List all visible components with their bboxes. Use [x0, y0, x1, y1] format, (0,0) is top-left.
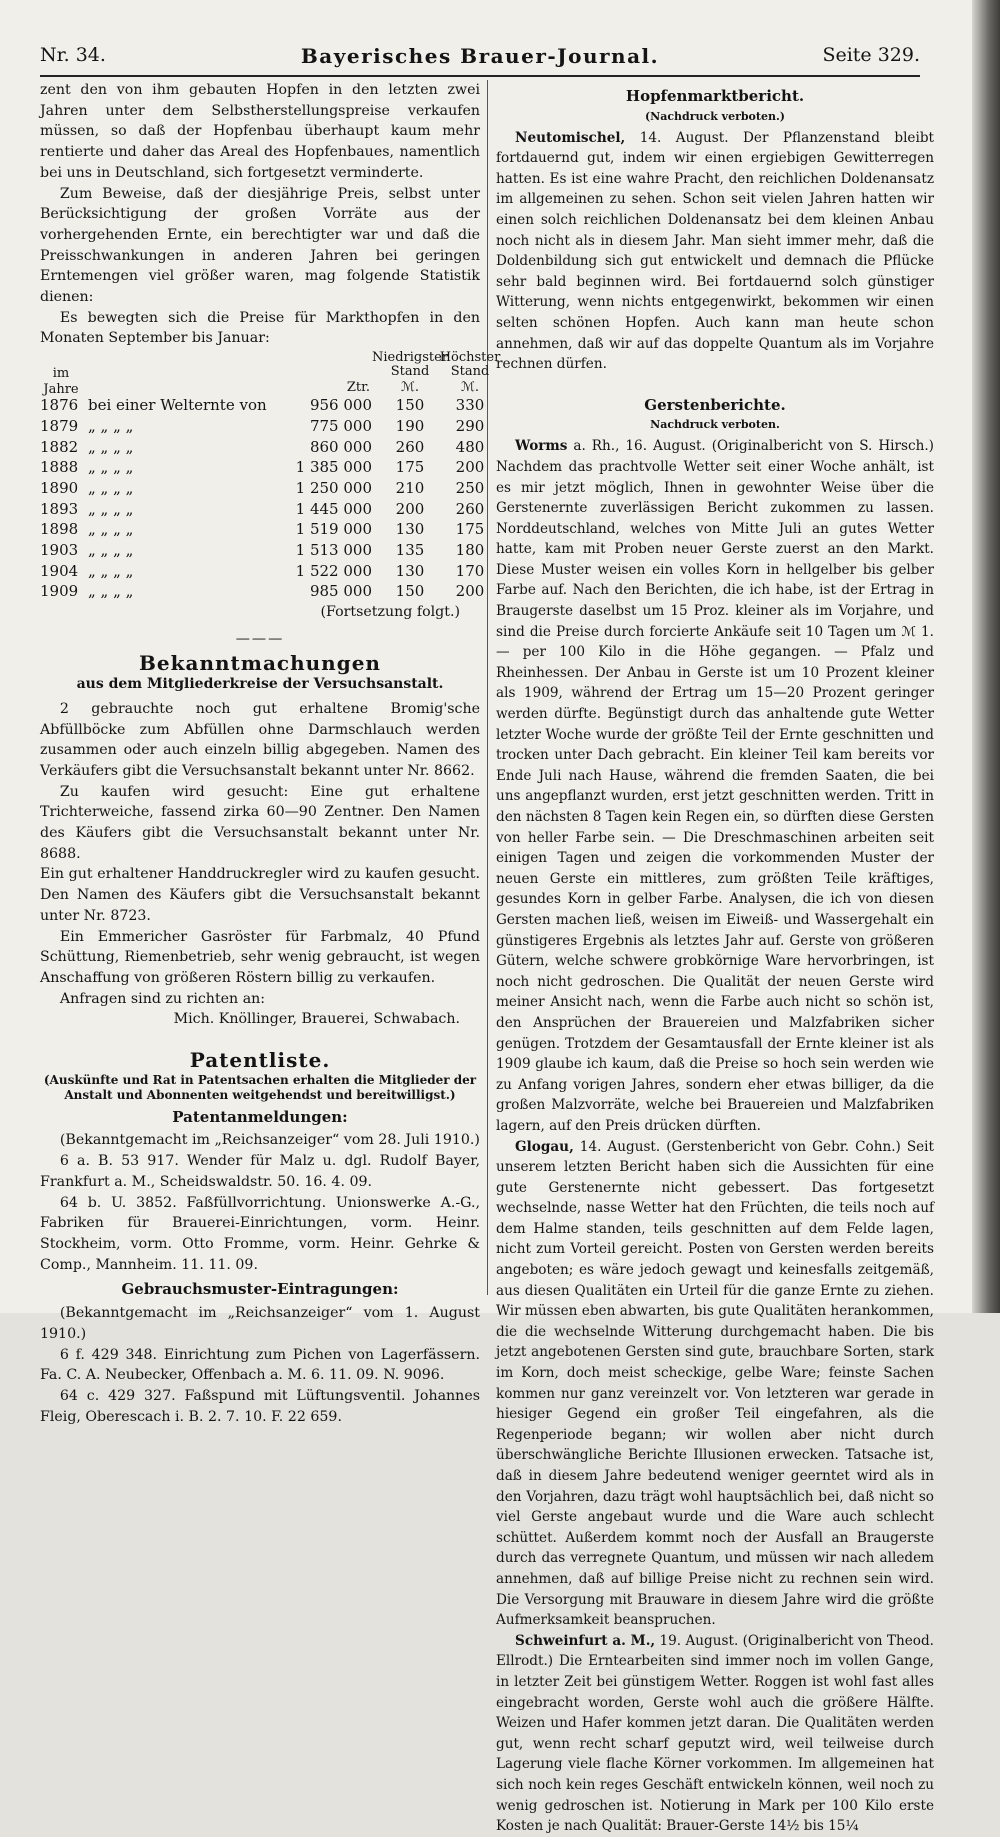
year-cell: 1890 [40, 478, 79, 497]
patentliste-title: Patentliste. [189, 1048, 331, 1073]
report-glogau [496, 1137, 934, 1631]
header-low: Niedrigster Stand [371, 350, 449, 380]
header-jahre: Jahre [43, 382, 79, 398]
report-text: 19. August. (Originalbericht von Theod. Ellrodt.) Die Erntearbeiten sind immer noch im vollen Gange, in letzter Zeit bei günstigem Wetter. Roggen ist wohl fast alles eingebracht worden, Gerste wohl auch die größere Hälfte. Weizen und Hafer kommen jetzt daran. Die Qualitäten werden gut, wenn recht scharf geputzt wird, weil teilweise durch Lagerung viele flache Körner vorkommen. Im allgemeinen hat sich noch kein reges Geschäft entwickeln können, weil noch zu wenig gedroschen ist. Notierung in Mark per 100 Kilo erste Kosten je nach Qualität: Brauer-Gerste 14½ bis 15¼ [496, 1632, 934, 1835]
high-cell: 480 [455, 437, 485, 456]
desc-cell: „ „ „ „ [88, 540, 134, 559]
desc-cell: „ „ „ „ [88, 437, 134, 456]
year-cell: 1904 [40, 561, 79, 580]
table-row [40, 581, 485, 602]
high-cell: 200 [455, 458, 485, 477]
desc-cell: „ „ „ „ [88, 582, 134, 601]
high-cell: 260 [455, 499, 485, 518]
continued-note: (Fortsetzung folgt.) [320, 604, 460, 621]
patent-entry: 64 b. U. 3852. Faßfüllvorrichtung. Unionswerke A.-G., Fabriken für Brauerei-Einrichtungen, vorm. Heinr. Stockheim, vorm. Otto Fromme, vorm. Heinr. Gehrke & Comp., Mannheim. 11. 11. 09. [40, 1194, 480, 1273]
hopfenmarkt-title: Hopfenmarktbericht. [625, 87, 805, 105]
report-place: Glogau, [515, 1138, 574, 1155]
harvest-cell: 956 000 [309, 396, 372, 415]
patent-announcement-2: (Bekanntgemacht im „Reichsanzeiger“ vom 1. August 1910.) [40, 1305, 480, 1342]
report-worms [496, 436, 934, 1136]
table-row [40, 561, 485, 582]
left-column [40, 80, 501, 1427]
harvest-cell: 1 445 000 [295, 499, 372, 518]
harvest-cell: 1 513 000 [295, 540, 372, 559]
high-cell: 290 [455, 416, 485, 435]
hop-price-paragraph-2: Zum Beweise, daß der diesjährige Preis, selbst unter Berücksichtigung der großen Vorräte aus der vorhergehenden Ernte, ein berechtigter war und daß die Preisschwankungen in anderen Jahren bei geringen Erntemengen viel größer waren, mag folgende Statistik dienen: [40, 185, 480, 306]
desc-cell: „ „ „ „ [88, 499, 134, 518]
patent-announcement-1: (Bekanntgemacht im „Reichsanzeiger“ vom 28. Juli 1910.) [59, 1132, 480, 1149]
harvest-cell: 1 250 000 [295, 478, 372, 497]
table-row [40, 416, 485, 437]
report-place: Schweinfurt a. M., [515, 1632, 656, 1649]
page-edge-shadow [972, 0, 1000, 1313]
low-cell: 210 [395, 478, 425, 497]
desc-cell: bei einer Welternte von [88, 396, 267, 415]
report-text: a. Rh., 16. August. (Originalbericht von S. Hirsch.) Nachdem das prachtvolle Wetter seit einer Woche anhält, ist es mir jetzt möglich, Ihnen in gewohnter Weise über die Gerstenernte zuverlässigen Bericht zukommen zu lassen. Norddeutschland, welches von Mitte Juli an gutes Wetter hatte, kam mit Proben neuer Gerste zuerst an den Markt. Diese Muster weisen ein volles Korn in hellgelber bis gelber Farbe auf. Nach den Berichten, die ich habe, ist der Ertrag in Braugerste daselbst um 15 Proz. kleiner als im Vorjahre, und sind die Preise durch forcierte Ankäufe seit 10 Tagen um ℳ 1.— per 100 Kilo in die Höhe gegangen. — Pfalz und Rheinhessen. Der Anbau in Gerste ist um 10 Prozent kleiner als 1909, während der Ertrag um 15—20 Prozent geringer werden dürfte. Begünstigt durch das anhaltende gute Wetter letzter Woche wurde der größte Teil der Ernte geschnitten und trocken unter Dach gebracht. Ein kleiner Teil kam bereits vor Ende Juli nach Hause, während die fremden Saaten, die bei uns angepflanzt wurden, erst jetzt geschnitten werden. Tritt in den nächsten 8 Tagen kein Regen ein, so dürften diese Gersten von heller Farbe sein. — Die Dreschmaschinen arbeiten seit einigen Tagen und zeigen die vorkommenden Muster der neuen Gerste ein mittleres, zum größten Teile kräftiges, gesundes Korn in gelber Farbe. Analysen, die ich von diesen Gersten machen ließ, weisen im Eiweiß- und Wassergehalt ein günstigeres Ergebnis als letztes Jahr auf. Gerste von größeren Gütern, welche schwere grobkörnige Ware hervorbringen, ist noch nicht gedroschen. Die Qualität der neuen Gerste wird meiner Ansicht nach, wenn die Farbe auch nicht so schön ist, den Ansprüchen der Brauereien und Malzfabriken sicher genügen. Trotzdem der Gesamtausfall der Ernte kleiner ist als 1909 glaube ich kaum, daß die Preise so hoch sein werden wie zu Anfang vorigen Jahres, sondern eher etwas billiger, da die großen Malzvorräte, welche bei Brauereien und Malzfabriken lagern, auf den Preis drücken dürften. [496, 438, 934, 1134]
low-cell: 190 [395, 416, 425, 435]
patentliste-note: (Auskünfte und Rat in Patentsachen erhalten die Mitglieder der Anstalt und Abonnenten weitgehendst und bereitwilligst.) [43, 1072, 477, 1102]
harvest-cell: 1 385 000 [295, 458, 372, 477]
header-ztr: Ztr. [346, 380, 370, 396]
harvest-cell: 1 519 000 [295, 520, 372, 539]
year-cell: 1879 [40, 416, 79, 435]
notice-trichterweiche: Zu kaufen wird gesucht: Eine gut erhaltene Trichterweiche, fassend zirka 60—90 Zentner. Den Namen des Käufers gibt die Versuchsanstalt bekannt unter Nr. 8688. [40, 783, 480, 862]
page-number: Seite 329. [822, 44, 920, 66]
desc-cell: „ „ „ „ [88, 458, 134, 477]
header-high-unit: ℳ. [460, 380, 480, 396]
table-header [40, 350, 501, 398]
hop-statistics-table [40, 350, 501, 623]
low-cell: 130 [395, 561, 425, 580]
harvest-cell: 860 000 [309, 437, 372, 456]
section-dash: ——— [235, 630, 285, 647]
year-cell: 1882 [40, 437, 79, 456]
low-cell: 130 [395, 520, 425, 539]
low-cell: 260 [395, 437, 425, 456]
high-cell: 200 [455, 582, 485, 601]
hop-price-paragraph-1: zent den von ihm gebauten Hopfen in den letzten zwei Jahren unter dem Selbstherstellungspreise verkaufen müssen, so daß der Hopfenbau überhaupt kaum mehr rentierte und daher das Areal des Hopfenbaues, namentlich bei uns in Deutschland, sich fortgesetzt verminderte. [40, 82, 480, 181]
low-cell: 150 [395, 582, 425, 601]
notice-bromig: 2 gebrauchte noch gut erhaltene Bromig'sche Abfüllböcke zum Abfüllen ohne Darmschlauch werden zusammen oder auch einzeln billig abgegeben. Namen des Verkäufers gibt die Versuchsanstalt bekannt unter Nr. 8662. [40, 700, 480, 779]
journal-title: Bayerisches Brauer-Journal. [300, 44, 660, 68]
report-place: Worms [515, 438, 568, 455]
report-schweinfurt [496, 1631, 934, 1837]
header-high: Höchster Stand [439, 350, 501, 380]
year-cell: 1893 [40, 499, 79, 518]
utility-model-entry: 6 f. 429 348. Einrichtung zum Pichen von Lagerfässern. Fa. C. A. Neubecker, Offenbach a. M. 6. 11. 09. N. 9096. [40, 1346, 480, 1384]
year-cell: 1909 [40, 582, 79, 601]
desc-cell: „ „ „ „ [88, 520, 134, 539]
high-cell: 180 [455, 540, 485, 559]
page-header [40, 44, 920, 74]
notice-gasroester: Ein Emmericher Gasröster für Farbmalz, 40 Pfund Schüttung, Riemenbetrieb, sehr wenig gebraucht, ist wegen Anschaffung von größeren Röstern billig zu verkaufen. [40, 928, 480, 986]
table-row [40, 540, 485, 561]
patentanmeldungen-title: Patentanmeldungen: [172, 1107, 348, 1126]
report-neutomischel [496, 128, 934, 375]
report-text: 14. August. Der Pflanzenstand bleibt fortdauernd gut, indem wir einen ergiebigen Gewitterregen hatten. Es ist eine wahre Pracht, den reichlichen Doldenansatz im allgemeinen zu sehen. Schon seit vielen Jahren hatten wir einen solch reichlichen Doldenansatz bei dem kleinen Anbau noch nicht als in diesem Jahr. Man sieht immer mehr, daß die Doldenbildung sich gut entwickelt und demnach die Pflücke sehr bald beginnen wird. Bei fortdauernd solch günstiger Witterung, wenn nichts entgegenwirkt, bekommen wir einen selten schönen Hopfen. Auch kann man heute schon annehmen, daß wir auf das doppelte Quantum als im Vorjahre rechnen dürfen. [496, 129, 934, 373]
table-row [40, 395, 485, 416]
low-cell: 175 [395, 458, 425, 477]
harvest-cell: 775 000 [309, 416, 372, 435]
gerstenberichte-title: Gerstenberichte. [644, 395, 786, 414]
table-row [40, 478, 485, 499]
right-column [496, 80, 934, 1837]
header-low-unit: ℳ. [400, 380, 420, 396]
notice-handdruckregler: Ein gut erhaltener Handdruckregler wird zu kaufen gesucht. Den Namen des Käufers gibt die Versuchsanstalt bekannt unter Nr. 8723. [40, 866, 480, 924]
year-cell: 1903 [40, 540, 79, 559]
high-cell: 170 [455, 561, 485, 580]
gebrauchsmuster-title: Gebrauchsmuster-Eintragungen: [121, 1280, 399, 1299]
harvest-cell: 985 000 [309, 582, 372, 601]
hopfenmarkt-note: (Nachdruck verboten.) [644, 109, 786, 123]
utility-model-entry: 64 c. 429 327. Faßspund mit Lüftungsventil. Johannes Fleig, Oberescach i. B. 2. 7. 10. F. 22 659. [40, 1387, 480, 1425]
desc-cell: „ „ „ „ [88, 478, 134, 497]
bekanntmachungen-subtitle: aus dem Mitgliederkreise der Versuchsanstalt. [76, 676, 444, 693]
bekanntmachungen-title: Bekanntmachungen [139, 651, 381, 676]
low-cell: 135 [395, 540, 425, 559]
year-cell: 1888 [40, 458, 79, 477]
column-divider [487, 80, 488, 1295]
high-cell: 330 [455, 396, 485, 415]
notice-inquiries: Anfragen sind zu richten an: [59, 990, 266, 1007]
gerstenberichte-note: Nachdruck verboten. [650, 418, 780, 432]
patent-entry: 6 a. B. 53 917. Wender für Malz u. dgl. Rudolf Bayer, Frankfurt a. M., Scheidswaldstr. 50. 16. 4. 09. [40, 1153, 480, 1190]
header-rule [40, 75, 920, 77]
table-row [40, 499, 485, 520]
high-cell: 250 [455, 478, 485, 497]
table-row [40, 519, 485, 540]
desc-cell: „ „ „ „ [88, 561, 134, 580]
notice-contact: Mich. Knöllinger, Brauerei, Schwabach. [173, 1011, 460, 1028]
table-row [40, 457, 485, 478]
year-cell: 1898 [40, 520, 79, 539]
report-place: Neutomischel, [515, 129, 626, 146]
year-cell: 1876 [40, 396, 79, 415]
table-row [40, 437, 485, 458]
low-cell: 200 [395, 499, 425, 518]
issue-number: Nr. 34. [40, 44, 106, 66]
low-cell: 150 [395, 396, 425, 415]
high-cell: 175 [455, 520, 485, 539]
harvest-cell: 1 522 000 [295, 561, 372, 580]
header-im: im [52, 366, 70, 382]
report-text: 14. August. (Gerstenbericht von Gebr. Cohn.) Seit unserem letzten Bericht haben sich die Aussichten für eine gute Gerstenernte nicht gebessert. Das fortgesetzt wechselnde, nasse Wetter hat den Früchten, die teils noch auf dem Halme standen, teils geschnitten auf dem Felde lagen, nicht zum Vorteil gereicht. Posten von Gersten werden bereits angeboten; es wäre jedoch gewagt und keinesfalls zeitgemäß, aus diesen Qualitäten ein Urteil für die ganze Ernte zu ziehen. Wir müssen eben abwarten, bis gute Qualitäten herankommen, die die wechselnde Witterung durchgemacht haben. Die bis jetzt angebotenen Gersten sind gute, brauchbare Sorten, stark im Korn, doch meist scheckige, gelbe Ware; feinste Sachen kommen nur ganz vereinzelt vor. Von letzteren war gerade in hiesiger Gegend ein großer Teil eingefahren, als die Regenperiode begann; wir wollen aber nicht durch überschwängliche Berichte Illusionen erwecken. Tatsache ist, daß in diesem Jahre bedeutend weniger geerntet wird als in den Vorjahren, dazu trägt wohl hauptsächlich bei, daß nicht so viel Gerste angebaut wurde und die Ware auch schlecht schüttet. Außerdem kommt noch der Ausfall an Braugerste durch das verregnete Quantum, und müssen wir nach alledem annehmen, daß auf billige Preise nicht zu rechnen sein wird. Die Versorgung mit Brauware in diesem Jahre wird die größte Aufmerksamkeit beanspruchen. [496, 1138, 934, 1629]
hop-price-paragraph-3: Es bewegten sich die Preise für Markthopfen in den Monaten September bis Januar: [40, 309, 480, 347]
desc-cell: „ „ „ „ [88, 416, 134, 435]
